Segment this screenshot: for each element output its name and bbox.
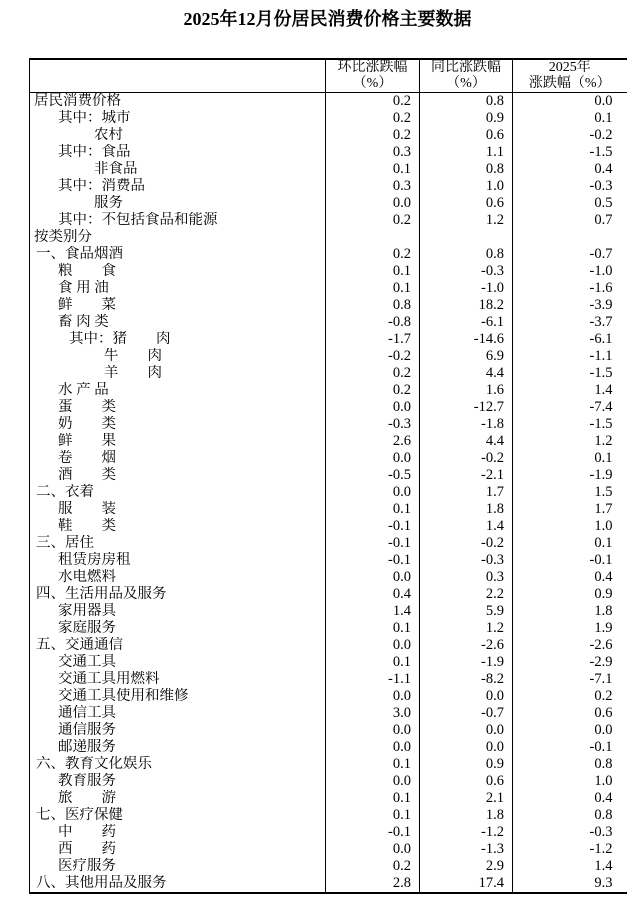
- ytd-value: -1.5: [513, 365, 627, 382]
- row-label: 交通工具使用和维修: [58, 688, 189, 704]
- mom-value: 0.2: [326, 93, 420, 111]
- ytd-value: -0.2: [513, 127, 627, 144]
- page-title: 2025年12月份居民消费价格主要数据: [183, 9, 472, 29]
- yoy-value: -1.2: [420, 824, 513, 841]
- row-label: 居民消费价格: [34, 93, 121, 109]
- yoy-value: 1.7: [420, 484, 513, 501]
- yoy-value: 0.6: [420, 773, 513, 790]
- mom-value: -0.1: [326, 824, 420, 841]
- yoy-value: -6.1: [420, 314, 513, 331]
- ytd-value: 0.4: [513, 790, 627, 807]
- yoy-value: 4.4: [420, 433, 513, 450]
- yoy-value: 17.4: [420, 875, 513, 893]
- yoy-value: 0.8: [420, 93, 513, 111]
- header-yoy: [420, 59, 513, 93]
- yoy-value: 1.2: [420, 620, 513, 637]
- row-label: 其中：城市: [58, 110, 131, 126]
- ytd-value: 1.8: [513, 603, 627, 620]
- row-label: 蛋 类: [58, 399, 116, 415]
- yoy-value: 0.9: [420, 756, 513, 773]
- header-mom: [326, 59, 420, 93]
- mom-value: 0.0: [326, 773, 420, 790]
- table-row: [30, 603, 627, 620]
- mom-value: -0.8: [326, 314, 420, 331]
- table-row: [30, 433, 627, 450]
- table-row: [30, 450, 627, 467]
- row-label: 交通工具用燃料: [58, 671, 160, 687]
- table-row: [30, 637, 627, 654]
- yoy-value: 1.4: [420, 518, 513, 535]
- header-yoy-line2: （%）: [446, 76, 486, 91]
- ytd-value: 1.0: [513, 518, 627, 535]
- yoy-value: 0.0: [420, 739, 513, 756]
- ytd-value: 1.4: [513, 858, 627, 875]
- yoy-value: 1.8: [420, 501, 513, 518]
- table-row: [30, 144, 627, 161]
- table-row: [30, 501, 627, 518]
- mom-value: -0.1: [326, 518, 420, 535]
- row-label: 牛 肉: [104, 348, 162, 364]
- table-row: [30, 654, 627, 671]
- row-label: 医疗服务: [58, 858, 116, 874]
- table-row: [30, 382, 627, 399]
- table-row: [30, 110, 627, 127]
- yoy-value: -14.6: [420, 331, 513, 348]
- row-label: 非食品: [94, 161, 138, 177]
- row-label: 一、食品烟酒: [36, 246, 123, 262]
- row-label: 卷 烟: [58, 450, 116, 466]
- yoy-value: -0.7: [420, 705, 513, 722]
- ytd-value: 1.4: [513, 382, 627, 399]
- table-row: [30, 331, 627, 348]
- yoy-value: 4.4: [420, 365, 513, 382]
- header-row: [30, 59, 627, 93]
- yoy-value: 2.1: [420, 790, 513, 807]
- row-label: 旅 游: [58, 790, 116, 806]
- ytd-value: -7.4: [513, 399, 627, 416]
- row-label: 五、交通通信: [36, 637, 123, 653]
- table-row: [30, 807, 627, 824]
- table-row: [30, 246, 627, 263]
- table-row: [30, 280, 627, 297]
- mom-value: 0.0: [326, 722, 420, 739]
- row-label: 六、教育文化娱乐: [36, 756, 152, 772]
- table-row: [30, 365, 627, 382]
- mom-value: -0.5: [326, 467, 420, 484]
- row-label: 租赁房房租: [58, 552, 131, 568]
- table-row: [30, 314, 627, 331]
- row-label: 水 产 品: [58, 382, 109, 398]
- table-row: [30, 467, 627, 484]
- mom-value: 2.6: [326, 433, 420, 450]
- mom-value: 0.0: [326, 399, 420, 416]
- ytd-value: -2.6: [513, 637, 627, 654]
- row-label: 农村: [94, 127, 123, 143]
- ytd-value: 0.0: [513, 722, 627, 739]
- header-yoy-line1: 同比涨跌幅: [431, 60, 501, 75]
- ytd-value: 0.8: [513, 756, 627, 773]
- row-label: 四、生活用品及服务: [36, 586, 167, 602]
- ytd-value: -1.1: [513, 348, 627, 365]
- mom-value: -0.1: [326, 552, 420, 569]
- mom-value: 0.1: [326, 790, 420, 807]
- yoy-value: -0.2: [420, 535, 513, 552]
- header-ytd-line2: 涨跌幅（%）: [528, 76, 611, 91]
- yoy-value: 1.8: [420, 807, 513, 824]
- ytd-value: -6.1: [513, 331, 627, 348]
- table-row: [30, 552, 627, 569]
- ytd-value: 0.0: [513, 93, 627, 111]
- yoy-value: -1.9: [420, 654, 513, 671]
- table-row: [30, 263, 627, 280]
- cpi-data-table: [29, 58, 627, 894]
- mom-value: 0.0: [326, 195, 420, 212]
- row-label: 八、其他用品及服务: [36, 875, 167, 891]
- mom-value: 2.8: [326, 875, 420, 893]
- yoy-value: 18.2: [420, 297, 513, 314]
- row-label: 服 装: [58, 501, 116, 517]
- yoy-value: 0.9: [420, 110, 513, 127]
- ytd-value: 0.1: [513, 110, 627, 127]
- yoy-value: -2.6: [420, 637, 513, 654]
- ytd-value: 0.6: [513, 705, 627, 722]
- row-label: 其中：猪 肉: [69, 331, 171, 347]
- yoy-value: 1.1: [420, 144, 513, 161]
- mom-value: 0.1: [326, 620, 420, 637]
- table-row: [30, 569, 627, 586]
- ytd-value: 0.4: [513, 161, 627, 178]
- row-label: 鲜 菜: [58, 297, 116, 313]
- row-label: 服务: [94, 195, 123, 211]
- row-label: 奶 类: [58, 416, 116, 432]
- yoy-value: 0.3: [420, 569, 513, 586]
- table-row: [30, 705, 627, 722]
- header-ytd-line1: 2025年: [548, 60, 591, 75]
- yoy-value: 2.9: [420, 858, 513, 875]
- row-label: 粮 食: [58, 263, 116, 279]
- yoy-value: -0.3: [420, 552, 513, 569]
- mom-value: 0.2: [326, 382, 420, 399]
- ytd-value: 1.7: [513, 501, 627, 518]
- row-label: 畜 肉 类: [58, 314, 109, 330]
- mom-value: 0.4: [326, 586, 420, 603]
- table-row: [30, 212, 627, 229]
- mom-value: 0.1: [326, 654, 420, 671]
- ytd-value: -1.5: [513, 416, 627, 433]
- yoy-value: 1.2: [420, 212, 513, 229]
- mom-value: 0.2: [326, 858, 420, 875]
- yoy-value: 0.6: [420, 195, 513, 212]
- yoy-value: 0.8: [420, 161, 513, 178]
- table-row: [30, 790, 627, 807]
- mom-value: 0.0: [326, 739, 420, 756]
- row-label: 三、居住: [36, 535, 94, 551]
- mom-value: 0.1: [326, 280, 420, 297]
- ytd-value: -0.3: [513, 178, 627, 195]
- table-row: [30, 297, 627, 314]
- ytd-value: -1.2: [513, 841, 627, 858]
- mom-value: -0.2: [326, 348, 420, 365]
- table-row: [30, 518, 627, 535]
- mom-value: -0.3: [326, 416, 420, 433]
- mom-value: 0.1: [326, 263, 420, 280]
- table-row: [30, 93, 627, 111]
- mom-value: 0.0: [326, 841, 420, 858]
- yoy-value: -1.0: [420, 280, 513, 297]
- ytd-value: -1.5: [513, 144, 627, 161]
- ytd-value: 0.9: [513, 586, 627, 603]
- yoy-value: 2.2: [420, 586, 513, 603]
- ytd-value: 0.8: [513, 807, 627, 824]
- table-row: [30, 127, 627, 144]
- mom-value: 0.0: [326, 637, 420, 654]
- mom-value: 0.2: [326, 365, 420, 382]
- table-row: [30, 399, 627, 416]
- table-row: [30, 586, 627, 603]
- row-label: 鞋 类: [58, 518, 116, 534]
- row-label: 食 用 油: [58, 280, 109, 296]
- table-row: [30, 671, 627, 688]
- ytd-value: -0.7: [513, 246, 627, 263]
- mom-value: 0.8: [326, 297, 420, 314]
- row-label: 按类别分: [34, 229, 92, 245]
- yoy-value: -1.8: [420, 416, 513, 433]
- ytd-value: 1.2: [513, 433, 627, 450]
- row-label: 西 药: [58, 841, 116, 857]
- mom-value: 0.2: [326, 246, 420, 263]
- table-row: [30, 688, 627, 705]
- table-row: [30, 161, 627, 178]
- header-mom-line1: 环比涨跌幅: [337, 60, 408, 75]
- yoy-value: 1.0: [420, 178, 513, 195]
- ytd-value: [513, 229, 627, 246]
- mom-value: 0.3: [326, 144, 420, 161]
- row-label: 二、衣着: [36, 484, 94, 500]
- yoy-value: -8.2: [420, 671, 513, 688]
- mom-value: 0.2: [326, 212, 420, 229]
- yoy-value: -0.2: [420, 450, 513, 467]
- table-row: [30, 484, 627, 501]
- yoy-value: 5.9: [420, 603, 513, 620]
- table-row: [30, 875, 627, 893]
- mom-value: 0.3: [326, 178, 420, 195]
- row-label: 教育服务: [58, 773, 116, 789]
- table-row: [30, 195, 627, 212]
- table-row: [30, 858, 627, 875]
- ytd-value: -0.1: [513, 739, 627, 756]
- row-label: 水电燃料: [58, 569, 116, 585]
- ytd-value: 0.5: [513, 195, 627, 212]
- mom-value: 1.4: [326, 603, 420, 620]
- mom-value: 0.2: [326, 127, 420, 144]
- row-label: 鲜 果: [58, 433, 116, 449]
- row-label: 通信工具: [58, 705, 116, 721]
- row-label: 交通工具: [58, 654, 116, 670]
- table-row: [30, 178, 627, 195]
- ytd-value: -1.9: [513, 467, 627, 484]
- table-row: [30, 620, 627, 637]
- table-row: [30, 824, 627, 841]
- ytd-value: 0.7: [513, 212, 627, 229]
- row-label: 其中：消费品: [58, 178, 145, 194]
- yoy-value: 0.8: [420, 246, 513, 263]
- row-label: 家庭服务: [58, 620, 116, 636]
- mom-value: 3.0: [326, 705, 420, 722]
- row-label: 七、医疗保健: [36, 807, 123, 823]
- yoy-value: 1.6: [420, 382, 513, 399]
- table-row: [30, 722, 627, 739]
- table-row: [30, 348, 627, 365]
- row-label: 其中：不包括食品和能源: [58, 212, 218, 228]
- ytd-value: -1.0: [513, 263, 627, 280]
- row-label: 中 药: [58, 824, 116, 840]
- ytd-value: -7.1: [513, 671, 627, 688]
- ytd-value: 1.0: [513, 773, 627, 790]
- mom-value: [326, 229, 420, 246]
- mom-value: -1.7: [326, 331, 420, 348]
- ytd-value: 0.1: [513, 535, 627, 552]
- table-row: [30, 756, 627, 773]
- header-ytd: [513, 59, 627, 93]
- ytd-value: 0.4: [513, 569, 627, 586]
- mom-value: 0.2: [326, 110, 420, 127]
- ytd-value: 9.3: [513, 875, 627, 893]
- row-label: 其中：食品: [58, 144, 131, 160]
- ytd-value: 0.1: [513, 450, 627, 467]
- mom-value: 0.1: [326, 756, 420, 773]
- table-row: [30, 773, 627, 790]
- ytd-value: 1.9: [513, 620, 627, 637]
- yoy-value: 0.0: [420, 688, 513, 705]
- row-label: 邮递服务: [58, 739, 116, 755]
- mom-value: 0.0: [326, 688, 420, 705]
- mom-value: 0.1: [326, 501, 420, 518]
- table-row: [30, 229, 627, 246]
- yoy-value: -12.7: [420, 399, 513, 416]
- ytd-value: -0.1: [513, 552, 627, 569]
- row-label: 家用器具: [58, 603, 116, 619]
- row-label: 酒 类: [58, 467, 116, 483]
- header-blank-cell: [30, 59, 326, 93]
- ytd-value: -0.3: [513, 824, 627, 841]
- mom-value: 0.0: [326, 450, 420, 467]
- yoy-value: -1.3: [420, 841, 513, 858]
- yoy-value: [420, 229, 513, 246]
- mom-value: 0.1: [326, 161, 420, 178]
- yoy-value: -2.1: [420, 467, 513, 484]
- yoy-value: -0.3: [420, 263, 513, 280]
- row-label: 通信服务: [58, 722, 116, 738]
- ytd-value: -1.6: [513, 280, 627, 297]
- ytd-value: -3.7: [513, 314, 627, 331]
- table-row: [30, 841, 627, 858]
- ytd-value: -2.9: [513, 654, 627, 671]
- mom-value: -1.1: [326, 671, 420, 688]
- ytd-value: 1.5: [513, 484, 627, 501]
- ytd-value: 0.2: [513, 688, 627, 705]
- mom-value: -0.1: [326, 535, 420, 552]
- mom-value: 0.1: [326, 807, 420, 824]
- table-row: [30, 535, 627, 552]
- ytd-value: -3.9: [513, 297, 627, 314]
- mom-value: 0.0: [326, 484, 420, 501]
- table-row: [30, 416, 627, 433]
- table-row: [30, 739, 627, 756]
- row-label: 羊 肉: [104, 365, 162, 381]
- yoy-value: 0.0: [420, 722, 513, 739]
- yoy-value: 6.9: [420, 348, 513, 365]
- mom-value: 0.0: [326, 569, 420, 586]
- header-mom-line2: （%）: [352, 76, 393, 91]
- yoy-value: 0.6: [420, 127, 513, 144]
